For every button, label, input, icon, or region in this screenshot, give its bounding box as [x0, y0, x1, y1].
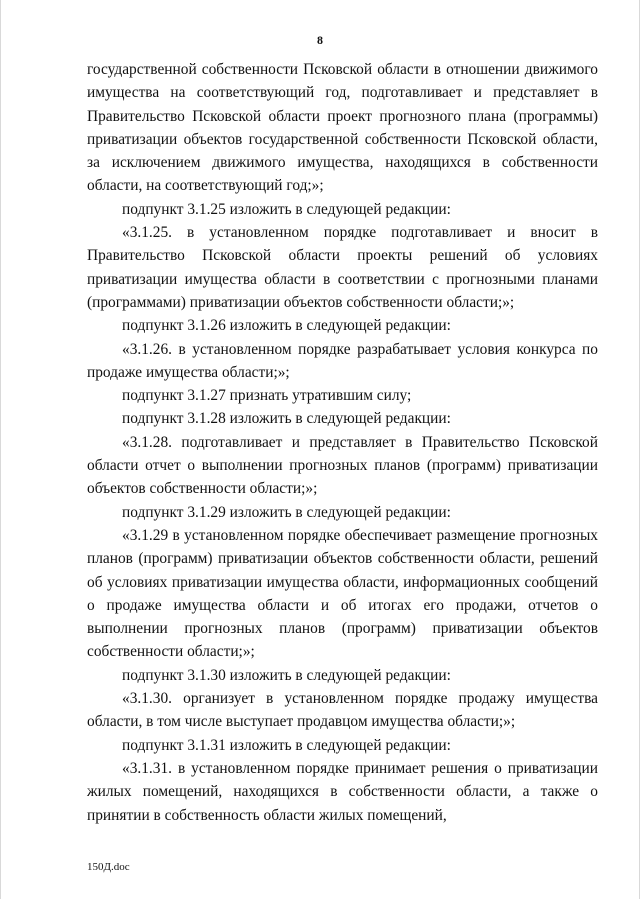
paragraph: «3.1.26. в установленном порядке разрабатывает условия конкурса по продаже имущества области;»;	[87, 340, 598, 381]
paragraph: «3.1.31. в установленном порядке принимает решения о приватизации жилых помещений, находящихся в собственности области, а также о принятии в собственность области жилых помещений,	[87, 759, 598, 824]
paragraph: «3.1.30. организует в установленном порядке продажу имущества области, в том числе выступает продавцом имущества области;»;	[87, 690, 598, 731]
document-body	[87, 58, 598, 827]
paragraph: государственной собственности Псковской области в отношении движимого имущества на соответствующий год, подготавливает и представляет в Правительство Псковской области проект прогнозного плана (программы) приватизации объектов государственной собственности Псковской области, за исключением движимого имущества, находящихся в собственности области, на соответствующий год;»;	[87, 61, 598, 195]
paragraph: подпункт 3.1.27 признать утратившим силу;	[122, 387, 412, 405]
paragraph: подпункт 3.1.31 изложить в следующей редакции:	[122, 736, 451, 754]
paragraph: подпункт 3.1.25 изложить в следующей редакции:	[122, 200, 451, 218]
paragraph: подпункт 3.1.26 изложить в следующей редакции:	[122, 317, 451, 335]
scan-edge-left	[0, 0, 1, 899]
paragraph: «3.1.28. подготавливает и представляет в Правительство Псковской области отчет о выполнении прогнозных планов (программ) приватизации объектов собственности области;»;	[87, 433, 598, 498]
page-number: 8	[317, 33, 323, 47]
paragraph: подпункт 3.1.30 изложить в следующей редакции:	[122, 666, 451, 684]
footer-filename: 150Д.doc	[87, 861, 130, 873]
paragraph: подпункт 3.1.29 изложить в следующей редакции:	[122, 503, 451, 521]
paragraph: «3.1.29 в установленном порядке обеспечивает размещение прогнозных планов (программ) приватизации объектов собственности области, решений об условиях приватизации имущества области, информационных сообщений о продаже имущества области и об итогах его продажи, отчетов о выполнении прогнозных планов (программ) приватизации объектов собственности области;»;	[87, 526, 598, 661]
paragraph: «3.1.25. в установленном порядке подготавливает и вносит в Правительство Псковской области проекты решений об условиях приватизации имущества области в соответствии с прогнозными планами (программами) приватизации объектов собственности области;»;	[87, 224, 598, 311]
paragraph: подпункт 3.1.28 изложить в следующей редакции:	[122, 410, 451, 428]
